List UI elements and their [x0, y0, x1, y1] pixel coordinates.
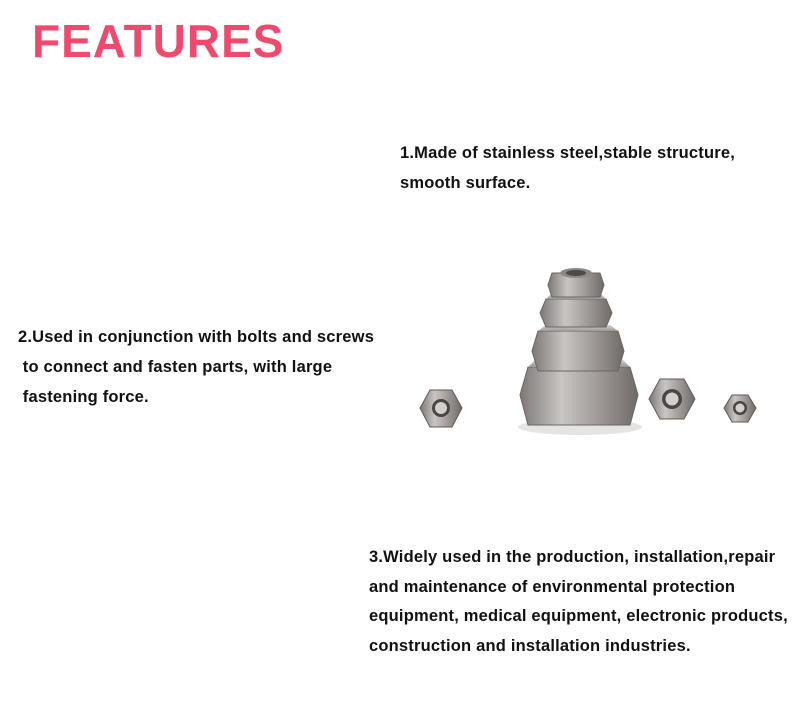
stacked-nut-medium: [532, 325, 624, 371]
hex-nuts-photo: [410, 255, 780, 455]
loose-nut-right: [649, 379, 695, 419]
feature-3-line-4: construction and installation industries.: [369, 636, 691, 655]
feature-1-line-1: 1.Made of stainless steel,stable structure,: [400, 144, 736, 162]
feature-1: [400, 138, 735, 198]
feature-3-line-3: equipment, medical equipment, electronic products,: [369, 607, 788, 625]
stacked-nut-top: [548, 268, 604, 297]
feature-3: [369, 543, 788, 661]
feature-3-line-2: and maintenance of environmental protection: [369, 577, 736, 596]
loose-nut-far-right: [724, 395, 756, 422]
feature-3-line-1: 3.Widely used in the production, installation,repair: [369, 548, 776, 566]
feature-2-line-2: to connect and fasten parts, with large: [18, 358, 333, 376]
feature-2-line-1: 2.Used in conjunction with bolts and screws: [18, 328, 375, 346]
page-title: FEATURES: [32, 15, 285, 67]
feature-1-line-2: smooth surface.: [400, 174, 531, 192]
feature-2: [18, 322, 374, 412]
feature-2-line-3: fastening force.: [18, 388, 149, 406]
loose-nut-left: [420, 390, 462, 427]
stacked-nut-small: [540, 293, 612, 327]
